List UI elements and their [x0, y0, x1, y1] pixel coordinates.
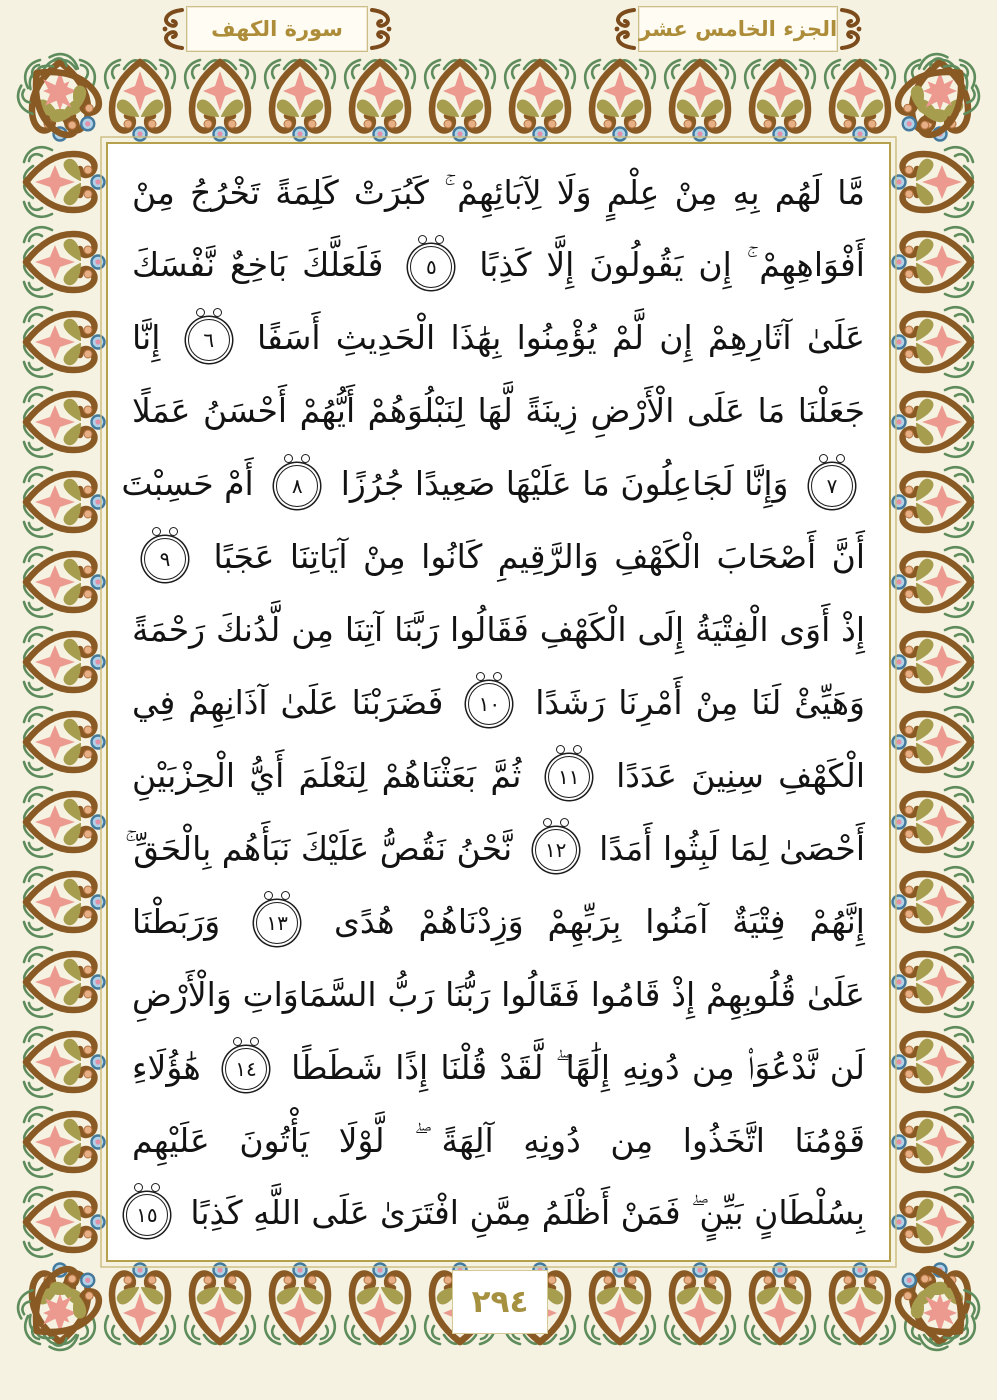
cartouche-bracket-icon	[840, 6, 866, 52]
surah-title: سورة الكهف	[211, 17, 343, 41]
quran-text-segment: ثُمَّ بَعَثْنَاهُمْ لِنَعْلَمَ أَيُّ الْحِزْبَيْنِ	[132, 755, 522, 795]
mushaf-line	[132, 1117, 865, 1165]
verse-number-medallion: ٥	[410, 246, 452, 288]
quran-text-segment: فَلَعَلَّكَ بَاخِعٌ نَّفْسَكَ	[132, 245, 384, 285]
quran-text-segment: الْكَهْفِ سِنِينَ عَدَدًا	[616, 755, 865, 795]
mushaf-line	[132, 1044, 865, 1092]
cartouche-bracket-icon	[610, 6, 636, 52]
mushaf-line	[132, 971, 865, 1019]
mushaf-line	[132, 898, 865, 946]
quran-text-segment: عَلَىٰ قُلُوبِهِمْ إِذْ قَامُوا فَقَالُوا رَبُّنَا رَبُّ السَّمَاوَاتِ وَالْأَرْضِ	[132, 974, 865, 1014]
mushaf-line	[132, 169, 865, 217]
quran-text-segment: عَلَىٰ آثَارِهِمْ إِن لَّمْ يُؤْمِنُوا بِهَٰذَا الْحَدِيثِ أَسَفًا	[256, 318, 865, 358]
juz-title-box	[638, 6, 838, 52]
quran-text-segment: قَوْمُنَا اتَّخَذُوا مِن دُونِهِ آلِهَةً ۖ لَّوْلَا يَأْتُونَ عَلَيْهِم	[132, 1120, 865, 1160]
quran-text-segment: إِذْ أَوَى الْفِتْيَةُ إِلَى الْكَهْفِ فَقَالُوا رَبَّنَا آتِنَا مِن لَّدُنكَ رَحْمَةً	[132, 610, 865, 650]
verse-number-medallion: ١٣	[256, 902, 298, 944]
mushaf-line	[132, 533, 865, 581]
quran-text-segment: أَفْوَاهِهِمْ ۚ إِن يَقُولُونَ إِلَّا كَذِبًا	[479, 245, 865, 285]
verse-number-medallion: ٦	[188, 319, 230, 361]
quran-text-segment: نَّحْنُ نَقُصُّ عَلَيْكَ نَبَأَهُم بِالْحَقِّ ۚ	[124, 828, 513, 868]
quran-text-segment: لَن نَّدْعُوَا۟ مِن دُونِهِ إِلَٰهًا ۖ لَّقَدْ قُلْنَا إِذًا شَطَطًا	[291, 1047, 865, 1087]
verse-number-medallion: ١٥	[126, 1194, 168, 1236]
quran-text-segment: وَإِنَّا لَجَاعِلُونَ مَا عَلَيْهَا صَعِيدًا جُرُزًا	[340, 464, 789, 504]
verse-number-medallion: ١٠	[468, 683, 510, 725]
page-number: ٢٩٤	[471, 1284, 529, 1320]
verse-number-medallion: ٩	[144, 538, 186, 580]
quran-text-segment: وَهَيِّئْ لَنَا مِنْ أَمْرِنَا رَشَدًا	[535, 682, 865, 722]
mushaf-line	[132, 679, 865, 727]
mushaf-line	[132, 387, 865, 435]
mushaf-line	[132, 752, 865, 800]
quran-text-segment: أَمْ حَسِبْتَ	[121, 464, 254, 504]
mushaf-line	[132, 314, 865, 362]
mushaf-line	[132, 1189, 865, 1237]
quran-text-segment: وَرَبَطْنَا	[132, 901, 221, 941]
mushaf-line	[124, 825, 865, 873]
quran-text-segment: جَعَلْنَا مَا عَلَى الْأَرْضِ زِينَةً لَّهَا لِنَبْلُوَهُمْ أَيُّهُمْ أَحْسَنُ عَمَلًا	[132, 391, 865, 431]
mushaf-line	[121, 460, 865, 508]
quran-text-area	[108, 144, 889, 1260]
quran-text-segment: فَضَرَبْنَا عَلَىٰ آذَانِهِمْ فِي	[132, 682, 444, 722]
verse-number-medallion: ١٢	[535, 829, 577, 871]
surah-title-box	[186, 6, 368, 52]
quran-text-segment: مَّا لَهُم بِهِ مِنْ عِلْمٍ وَلَا لِآبَائِهِمْ ۚ كَبُرَتْ كَلِمَةً تَخْرُجُ مِنْ	[132, 172, 865, 212]
verse-number-medallion: ٧	[811, 465, 853, 507]
mushaf-line	[132, 606, 865, 654]
verse-number-medallion: ١٤	[225, 1048, 267, 1090]
page-number-box	[452, 1270, 548, 1334]
cartouche-bracket-icon	[370, 6, 396, 52]
quran-text-segment: أَحْصَىٰ لِمَا لَبِثُوا أَمَدًا	[599, 828, 865, 868]
verse-number-medallion: ٨	[276, 465, 318, 507]
quran-text-segment: إِنَّا	[132, 318, 161, 358]
quran-text-segment: إِنَّهُمْ فِتْيَةٌ آمَنُوا بِرَبِّهِمْ وَزِدْنَاهُمْ هُدًى	[333, 901, 865, 941]
mushaf-line	[132, 241, 865, 289]
quran-text-segment: أَنَّ أَصْحَابَ الْكَهْفِ وَالرَّقِيمِ كَانُوا مِنْ آيَاتِنَا عَجَبًا	[213, 537, 865, 577]
quran-text-segment: هَٰؤُلَاءِ	[132, 1047, 201, 1087]
surah-title-cartouche	[158, 6, 396, 52]
verse-number-medallion: ١١	[548, 756, 590, 798]
cartouche-bracket-icon	[158, 6, 184, 52]
juz-title-cartouche	[610, 6, 858, 52]
juz-title: الجزء الخامس عشر	[639, 17, 838, 41]
quran-text-segment: بِسُلْطَانٍ بَيِّنٍ ۖ فَمَنْ أَظْلَمُ مِمَّنِ افْتَرَىٰ عَلَى اللَّهِ كَذِبًا	[190, 1193, 865, 1233]
